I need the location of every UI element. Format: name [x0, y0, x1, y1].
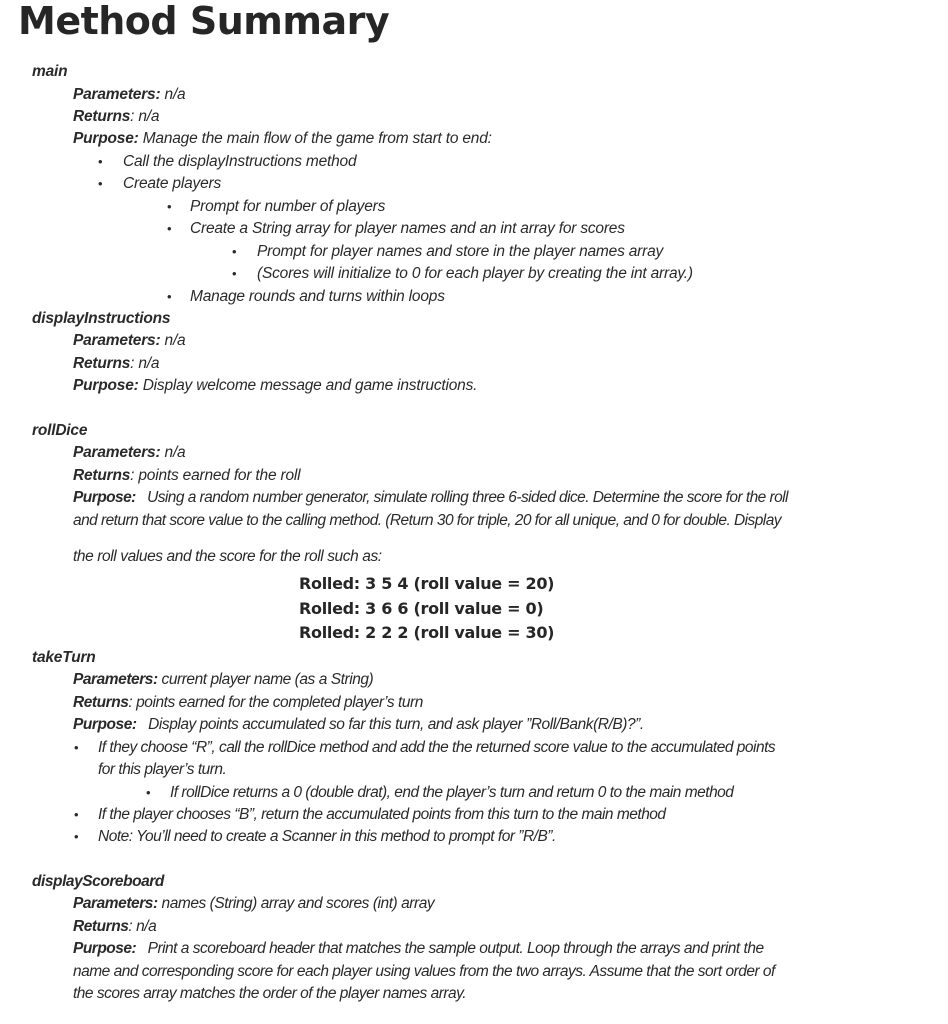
list-item: Create a String array for player names and an int array for scores — [190, 220, 625, 237]
returns-label: Returns — [73, 467, 131, 484]
returns-label: Returns — [73, 694, 129, 711]
bullet-icon: • — [167, 221, 172, 236]
purpose-value: Display points accumulated so far this turn, and ask player ”Roll/Bank(R/B)?”. — [148, 716, 644, 733]
roll-example: Rolled: 2 2 2 (roll value = 30) — [299, 623, 555, 642]
parameters-label: Parameters: — [73, 895, 158, 912]
parameters-value: n/a — [164, 332, 186, 349]
method-name-main: main — [32, 63, 68, 80]
returns-value: points earned for the roll — [138, 467, 301, 484]
parameters-label: Parameters: — [73, 444, 161, 461]
returns-label: Returns — [73, 918, 129, 935]
returns-label: Returns — [73, 108, 131, 125]
returns-value: n/a — [136, 918, 157, 935]
purpose-value: Display welcome message and game instructions. — [142, 377, 478, 394]
bullet-icon: • — [74, 740, 79, 755]
list-item: Note: You’ll need to create a Scanner in this method to prompt for ”R/B”. — [98, 828, 556, 845]
list-item: Prompt for number of players — [190, 198, 386, 215]
main-purpose — [73, 129, 492, 149]
purpose-label: Purpose: — [73, 716, 137, 733]
display-scoreboard-purpose-cont: name and corresponding score for each player using values from the two arrays. Assume that the sort order of — [73, 963, 775, 980]
returns-colon: : — [128, 918, 133, 935]
purpose-value: Using a random number generator, simulate rolling three 6-sided dice. Determine the score for the roll — [147, 489, 788, 506]
bullet-icon: • — [98, 154, 103, 169]
returns-colon: : — [128, 694, 133, 711]
list-item: (Scores will initialize to 0 for each player by creating the int array.) — [257, 265, 693, 282]
roll-dice-parameters — [73, 443, 185, 463]
parameters-value: names (String) array and scores (int) array — [161, 895, 435, 912]
list-item-cont: for this player’s turn. — [98, 761, 227, 778]
parameters-value: current player name (as a String) — [161, 671, 374, 688]
bullet-icon: • — [74, 807, 79, 822]
parameters-label: Parameters: — [73, 332, 161, 349]
purpose-value: Print a scoreboard header that matches the sample output. Loop through the arrays and print the — [147, 940, 764, 957]
list-item: Create players — [123, 175, 221, 192]
parameters-label: Parameters: — [73, 671, 158, 688]
take-turn-parameters — [73, 670, 373, 690]
method-name-display-scoreboard: displayScoreboard — [32, 873, 164, 890]
method-name-take-turn: takeTurn — [32, 649, 96, 666]
returns-colon: : — [130, 108, 135, 125]
roll-dice-purpose-cont: and return that score value to the calling method. (Return 30 for triple, 20 for all unique, and 0 for double. Display — [73, 512, 781, 529]
bullet-icon: • — [232, 244, 237, 259]
bullet-icon: • — [232, 266, 237, 281]
method-name-display-instructions: displayInstructions — [32, 310, 171, 327]
main-returns — [73, 107, 159, 127]
display-scoreboard-parameters — [73, 894, 434, 914]
returns-colon: : — [130, 467, 135, 484]
display-instructions-parameters — [73, 331, 185, 351]
list-item: Manage rounds and turns within loops — [190, 288, 445, 305]
take-turn-purpose — [73, 715, 644, 735]
roll-example: Rolled: 3 5 4 (roll value = 20) — [299, 574, 555, 593]
display-scoreboard-purpose — [73, 939, 764, 959]
roll-example: Rolled: 3 6 6 (roll value = 0) — [299, 599, 544, 618]
returns-label: Returns — [73, 355, 131, 372]
purpose-label: Purpose: — [73, 130, 139, 147]
roll-dice-returns — [73, 466, 300, 486]
list-item: Call the displayInstructions method — [123, 153, 357, 170]
display-scoreboard-purpose-cont: the scores array matches the order of the player names array. — [73, 985, 467, 1002]
bullet-icon: • — [98, 176, 103, 191]
main-parameters — [73, 85, 185, 105]
purpose-value: Manage the main flow of the game from start to end: — [142, 130, 492, 147]
list-item: If they choose “R”, call the rollDice method and add the the returned score value to the accumulated points — [98, 739, 776, 756]
roll-dice-purpose — [73, 488, 788, 508]
page-title: Method Summary — [18, 0, 390, 43]
purpose-label: Purpose: — [73, 489, 136, 506]
parameters-label: Parameters: — [73, 86, 161, 103]
take-turn-returns — [73, 693, 423, 713]
returns-value: points earned for the completed player’s turn — [136, 694, 423, 711]
list-item: If rollDice returns a 0 (double drat), end the player’s turn and return 0 to the main method — [170, 784, 734, 801]
parameters-value: n/a — [164, 86, 186, 103]
bullet-icon: • — [74, 829, 79, 844]
purpose-label: Purpose: — [73, 940, 137, 957]
returns-value: n/a — [138, 355, 160, 372]
display-instructions-returns — [73, 354, 159, 374]
display-instructions-purpose — [73, 376, 477, 396]
method-name-roll-dice: rollDice — [32, 422, 88, 439]
returns-colon: : — [130, 355, 135, 372]
bullet-icon: • — [146, 785, 151, 800]
bullet-icon: • — [167, 289, 172, 304]
parameters-value: n/a — [164, 444, 186, 461]
bullet-icon: • — [167, 199, 172, 214]
display-scoreboard-returns — [73, 917, 156, 937]
list-item: Prompt for player names and store in the player names array — [257, 243, 664, 260]
list-item: If the player chooses “B”, return the accumulated points from this turn to the main method — [98, 806, 666, 823]
purpose-label: Purpose: — [73, 377, 139, 394]
roll-dice-purpose-cont: the roll values and the score for the roll such as: — [73, 548, 382, 565]
returns-value: n/a — [138, 108, 160, 125]
